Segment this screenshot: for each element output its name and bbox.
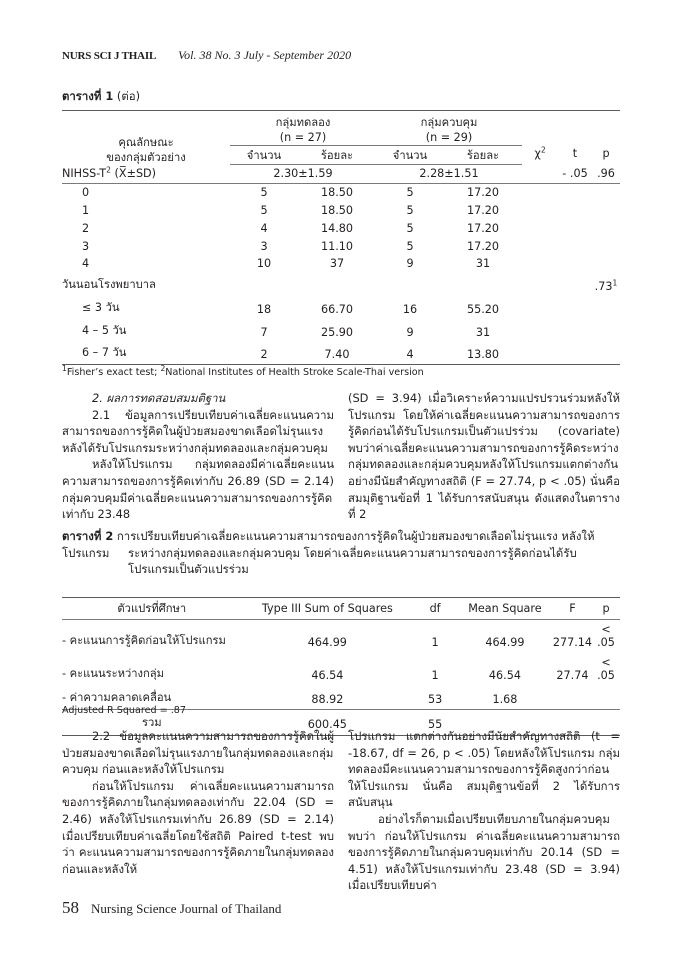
table2-cell-total-df: 55	[413, 710, 457, 735]
page-footer	[62, 898, 281, 918]
table1-cell-t: - .05	[558, 165, 592, 184]
table1-cell-ctl-n: 5	[406, 239, 414, 253]
table2-cell-ms: 46.54	[488, 668, 521, 682]
table2-caption-text-2: ระหว่างกลุ่มทดลองและกลุ่มควบคุม โดยค่าเฉลี่ยคะแนนความสามารถของการรู้คิดก่อนได้รับโปรแกรมเป็นตัวแปรร่วม	[128, 545, 577, 576]
table2-cell-total-label: รวม	[62, 710, 242, 735]
table1-subheader-exp-percent: ร้อยละ	[298, 146, 376, 165]
table1-cell-chi	[522, 183, 558, 201]
table1-cell-exp-pct: 18.50	[320, 203, 354, 217]
table2-cell-ss: 46.54	[311, 668, 344, 682]
table2-header-df: df	[413, 598, 457, 620]
table2-caption-text: การเปรียบเทียบค่าเฉลี่ยคะแนนความสามารถของการรู้คิดในผู้ป่วยสมองขาดเลือดไม่รุนแรง หลังให้โปรแกรม	[62, 529, 595, 560]
table1-cell-ctl-pct: 55.20	[466, 302, 500, 316]
table1-subheader-ctl-percent: ร้อยละ	[444, 146, 522, 165]
footnote-text-1: Fisher’s exact test;	[66, 367, 161, 378]
table1-header-characteristic: คุณลักษณะ ของกลุ่มตัวอย่าง	[62, 111, 230, 165]
table1-subheader-ctl-count: จำนวน	[376, 146, 444, 165]
table-row	[62, 295, 620, 318]
table1-head	[62, 111, 620, 165]
table1-cell-ctl-pct: 31	[475, 257, 491, 271]
table1-cell-ctl-n: 16	[402, 302, 418, 316]
table1-cell-exp-n: 3	[260, 239, 268, 253]
journal-abbreviation: NURS SCI J THAIL	[62, 50, 157, 62]
table1-cell-exp-n: 5	[260, 186, 268, 200]
table-row	[62, 620, 620, 653]
table1-cell-chi	[522, 219, 558, 237]
table1-cell-chi	[522, 273, 558, 296]
footnote-text-2: National Institutes of Health Stroke Scale-Thai version	[165, 367, 424, 378]
body-column-right-top	[348, 390, 620, 523]
table1-cell-ctl-n: 9	[406, 257, 414, 271]
table1-cell-ctl-n: 9	[406, 325, 414, 339]
table1-label: ตารางที่ 1	[62, 89, 114, 103]
table2-label: ตารางที่ 2	[62, 529, 114, 543]
table-row	[62, 237, 620, 255]
table2-header-mean-square: Mean Square	[457, 598, 553, 620]
table1-body	[62, 165, 620, 365]
table1-cell-exp-pct	[298, 273, 376, 296]
table-row	[62, 273, 620, 296]
paragraph-ancova-result: (SD = 3.94) เมื่อวิเคราะห์ความแปรปรวนร่วมหลังให้โปรแกรม โดยให้ค่าเฉลี่ยคะแนนความสามารถของการรู้คิดก่อนได้รับโปรแกรมเป็นตัวแปรร่วม (covariate) พบว่าค่าเฉลี่ยคะแนนความสามารถของการรู้คิดระหว่างกลุ่มทดลองและกลุ่มควบคุมหลังให้โปรแกรมแตกต่างกันอย่างมีนัยสำคัญทางสถิติ (F = 27.74, p < .05) นั่นคือ สมมุติฐานข้อที่ 1 ได้รับการสนับสนุน ดังแสดงในตารางที่ 2	[348, 391, 620, 522]
table1-cell-chi	[522, 255, 558, 273]
footnote-marker-1: 1	[62, 363, 67, 373]
table1-cell-exp-n: 2	[230, 341, 298, 364]
table2-cell-df: 53	[413, 685, 457, 710]
table1-cell-t	[558, 183, 592, 201]
table-row	[62, 255, 620, 273]
table1-cell-exp-n: 7	[260, 325, 268, 339]
table-row	[62, 202, 620, 220]
table1-cell-ctl-pct: 17.20	[466, 221, 500, 235]
table1-footnote	[62, 363, 622, 379]
table1-cell-exp-pct: 37	[329, 257, 345, 271]
table1-cell-ctl-pct: 31	[475, 325, 491, 339]
table1-row-label: 6 – 7 วัน	[62, 341, 230, 364]
table1-cell-exp-pct: 14.80	[320, 221, 354, 235]
issue-info: Vol. 38 No. 3 July - September 2020	[178, 48, 352, 62]
paragraph-paired-ttest: ก่อนให้โปรแกรม ค่าเฉลี่ยคะแนนความสามารถของการรู้คิดภายในกลุ่มทดลองเท่ากับ 22.04 (SD = 2.46) หลังให้โปรแกรมเท่ากับ 26.89 (SD = 2.14) เมื่อเปรียบเทียบค่าเฉลี่ยโดยใช้สถิติ Paired t-test พบว่า คะแนนความสามารถของการรู้คิดภายในกลุ่มทดลองก่อนและหลังให้	[62, 778, 334, 876]
table1-header-control-group: กลุ่มควบคุม (n = 29)	[376, 111, 522, 146]
table2-cell-total-ss: 600.45	[242, 710, 414, 735]
table1-cell-exp-pct: 66.70	[320, 302, 354, 316]
table2-footnote: Adjusted R Squared = .87	[62, 705, 187, 716]
table2-cell-f: 27.74	[556, 668, 589, 682]
table2-cell-f: 277.14	[552, 636, 592, 650]
table-row	[62, 165, 620, 184]
table1-cell-exp-pct: 7.40	[298, 341, 376, 364]
paragraph-hypothesis-2: โปรแกรม แตกต่างกันอย่างมีนัยสำคัญทางสถิติ (t = -18.67, df = 26, p < .05) โดยหลังให้โปรแกรม กลุ่มทดลองมีคะแนนความสามารถของการรู้คิดสูงกว่าก่อนให้โปรแกรม นั่นคือ สมมุติฐานข้อที่ 2 ได้รับการสนับสนุน	[348, 729, 620, 810]
table1-cell-chi	[522, 295, 558, 318]
running-head	[62, 44, 622, 63]
table1-cell-p	[592, 295, 620, 318]
table2-cell-ss: 88.92	[242, 685, 414, 710]
table-row	[62, 341, 620, 364]
table1-row-label: 3	[82, 239, 90, 253]
table1-caption-text: (ต่อ)	[116, 89, 141, 103]
paragraph-after-program: หลังให้โปรแกรม กลุ่มทดลองมีค่าเฉลี่ยคะแนนความสามารถของการรู้คิดเท่ากับ 26.89 (SD = 2.14) กลุ่มควบคุมมีค่าเฉลี่ยคะแนนความสามารถของการรู้คิดเท่ากับ 23.48	[62, 457, 334, 522]
table1	[62, 110, 620, 365]
table1-cell-p	[592, 202, 620, 220]
footer-journal-name: Nursing Science Journal of Thailand	[91, 901, 282, 916]
table1-cell-exp-n: 18	[256, 302, 272, 316]
table1-cell-p	[592, 255, 620, 273]
table2-cell-ms: 1.68	[457, 685, 553, 710]
table1-cell-chi	[522, 237, 558, 255]
paragraph-2-1: 2.1 ข้อมูลการเปรียบเทียบค่าเฉลี่ยคะแนนความสามารถของการรู้คิดในผู้ป่วยสมองขาดเลือดไม่รุนแรงหลังได้รับโปรแกรมระหว่างกลุ่มทดลองและกลุ่มควบคุม	[62, 407, 334, 455]
table2-header-f: F	[553, 598, 592, 620]
table1-cell-t	[558, 255, 592, 273]
section-heading-2: 2. ผลการทดสอบสมมติฐาน	[92, 391, 226, 405]
table1-cell-chi	[522, 318, 558, 341]
table2-cell-variable: - ค่าความคลาดเคลื่อน	[62, 685, 242, 710]
table2-cell-p: < .05	[597, 623, 615, 650]
table1-cell-t	[558, 341, 592, 364]
table1-cell-p	[592, 318, 620, 341]
table1-cell-p	[592, 237, 620, 255]
table2-cell-df: 1	[431, 636, 439, 650]
table-row	[62, 183, 620, 201]
table1-cell-exp-n	[230, 273, 298, 296]
table1-cell-ctl-n: 5	[406, 221, 414, 235]
table1-cell-t	[558, 237, 592, 255]
table2-cell-p: < .05	[597, 655, 615, 682]
table1-cell-exp-pct: 18.50	[320, 186, 354, 200]
table1-row-label: ≤ 3 วัน	[82, 300, 120, 314]
table1-cell-ctl-n: 5	[406, 203, 414, 217]
table1-row-label: 2	[82, 221, 90, 235]
table1-cell-chi	[522, 202, 558, 220]
table1-cell-exp-n: 5	[260, 203, 268, 217]
table2-body	[62, 620, 620, 736]
table1-header-p: p	[592, 111, 620, 165]
table1-cell-ctl-pct: 17.20	[466, 239, 500, 253]
table2-head	[62, 598, 620, 620]
table1-row-label: 4	[82, 257, 90, 271]
table1-cell-exp-pct: 25.90	[320, 325, 354, 339]
table2-header-sum-of-squares: Type III Sum of Squares	[242, 598, 414, 620]
table1-cell-t	[558, 273, 592, 296]
table1-cell-t	[558, 318, 592, 341]
table1-cell-exp-pct: 11.10	[320, 239, 354, 253]
table1-caption	[62, 88, 622, 105]
table1-header-experimental-group: กลุ่มทดลอง (n = 27)	[230, 111, 376, 146]
table2-caption	[62, 528, 622, 578]
footnote-marker-2: 2	[160, 363, 166, 373]
table1-cell-ctl-pct: 17.20	[466, 186, 500, 200]
table1-cell-exp: 2.30±1.59	[230, 165, 376, 184]
body-column-left-top	[62, 390, 334, 523]
table2-header-p: p	[592, 598, 620, 620]
table-row	[62, 219, 620, 237]
table1-cell-ctl-pct: 13.80	[444, 341, 522, 364]
table1-row-label: วันนอนโรงพยาบาล	[62, 278, 156, 292]
paragraph-2-2: 2.2 ข้อมูลคะแนนความสามารถของการรู้คิดในผู้ป่วยสมองขาดเลือดไม่รุนแรงภายในกลุ่มทดลองและกลุ่มควบคุม ก่อนและหลังให้โปรแกรม	[62, 729, 334, 777]
paragraph-control-group: อย่างไรก็ตามเมื่อเปรียบเทียบภายในกลุ่มควบคุม พบว่า ก่อนให้โปรแกรม ค่าเฉลี่ยคะแนนความสามารถของการรู้คิดภายในกลุ่มควบคุมเท่ากับ 20.14 (SD = 4.51) หลังให้โปรแกรมเท่ากับ 23.48 (SD = 3.94) เมื่อเปรียบเทียบค่า	[348, 811, 620, 893]
table1-header-chi-square: $\chi^2$	[522, 111, 558, 165]
table1-cell-p: $.73^1$	[594, 278, 618, 294]
table1-cell-t	[558, 202, 592, 220]
page-number: 58	[62, 898, 79, 917]
table1-row-label: 1	[82, 203, 90, 217]
table1-row-label: 4 – 5 วัน	[82, 323, 127, 337]
table1-cell-chi	[522, 341, 558, 364]
body-column-right-bottom	[348, 728, 620, 894]
table1-cell-p: .96	[592, 165, 620, 184]
table1-cell-exp-n: 4	[260, 221, 268, 235]
table1-cell-t	[558, 295, 592, 318]
table2-cell-df: 1	[431, 668, 439, 682]
table1-header-t: t	[558, 111, 592, 165]
table1-row-label: NIHSS-$T^2$ (X̅±SD)	[62, 165, 230, 184]
table1-cell-exp-n: 10	[256, 257, 272, 271]
table1-cell-chi	[522, 165, 558, 184]
table1-cell-p	[592, 219, 620, 237]
body-column-left-bottom	[62, 728, 334, 877]
table2-cell-variable: - คะแนนระหว่างกลุ่ม	[62, 666, 165, 680]
table1-cell-p	[592, 341, 620, 364]
table1-cell-t	[558, 219, 592, 237]
table1-cell-ctl-n	[376, 273, 444, 296]
table-row	[62, 318, 620, 341]
table1-cell-ctl-pct: 17.20	[466, 203, 500, 217]
table1-cell-ctl-n: 5	[406, 186, 414, 200]
table1-subheader-exp-count: จำนวน	[230, 146, 298, 165]
table1-row-label: 0	[82, 186, 90, 200]
table-row	[62, 652, 620, 684]
table2-cell-variable: - คะแนนการรู้คิดก่อนให้โปรแกรม	[62, 634, 226, 648]
table2-cell-ss: 464.99	[307, 636, 347, 650]
table1-cell-ctl: 2.28±1.51	[376, 165, 522, 184]
table1-cell-ctl-n: 4	[376, 341, 444, 364]
table1-cell-ctl-pct	[444, 273, 522, 296]
table1-cell-p	[592, 183, 620, 201]
table2-header-variable: ตัวแปรที่ศึกษา	[62, 598, 242, 620]
table2-cell-ms: 464.99	[485, 636, 525, 650]
